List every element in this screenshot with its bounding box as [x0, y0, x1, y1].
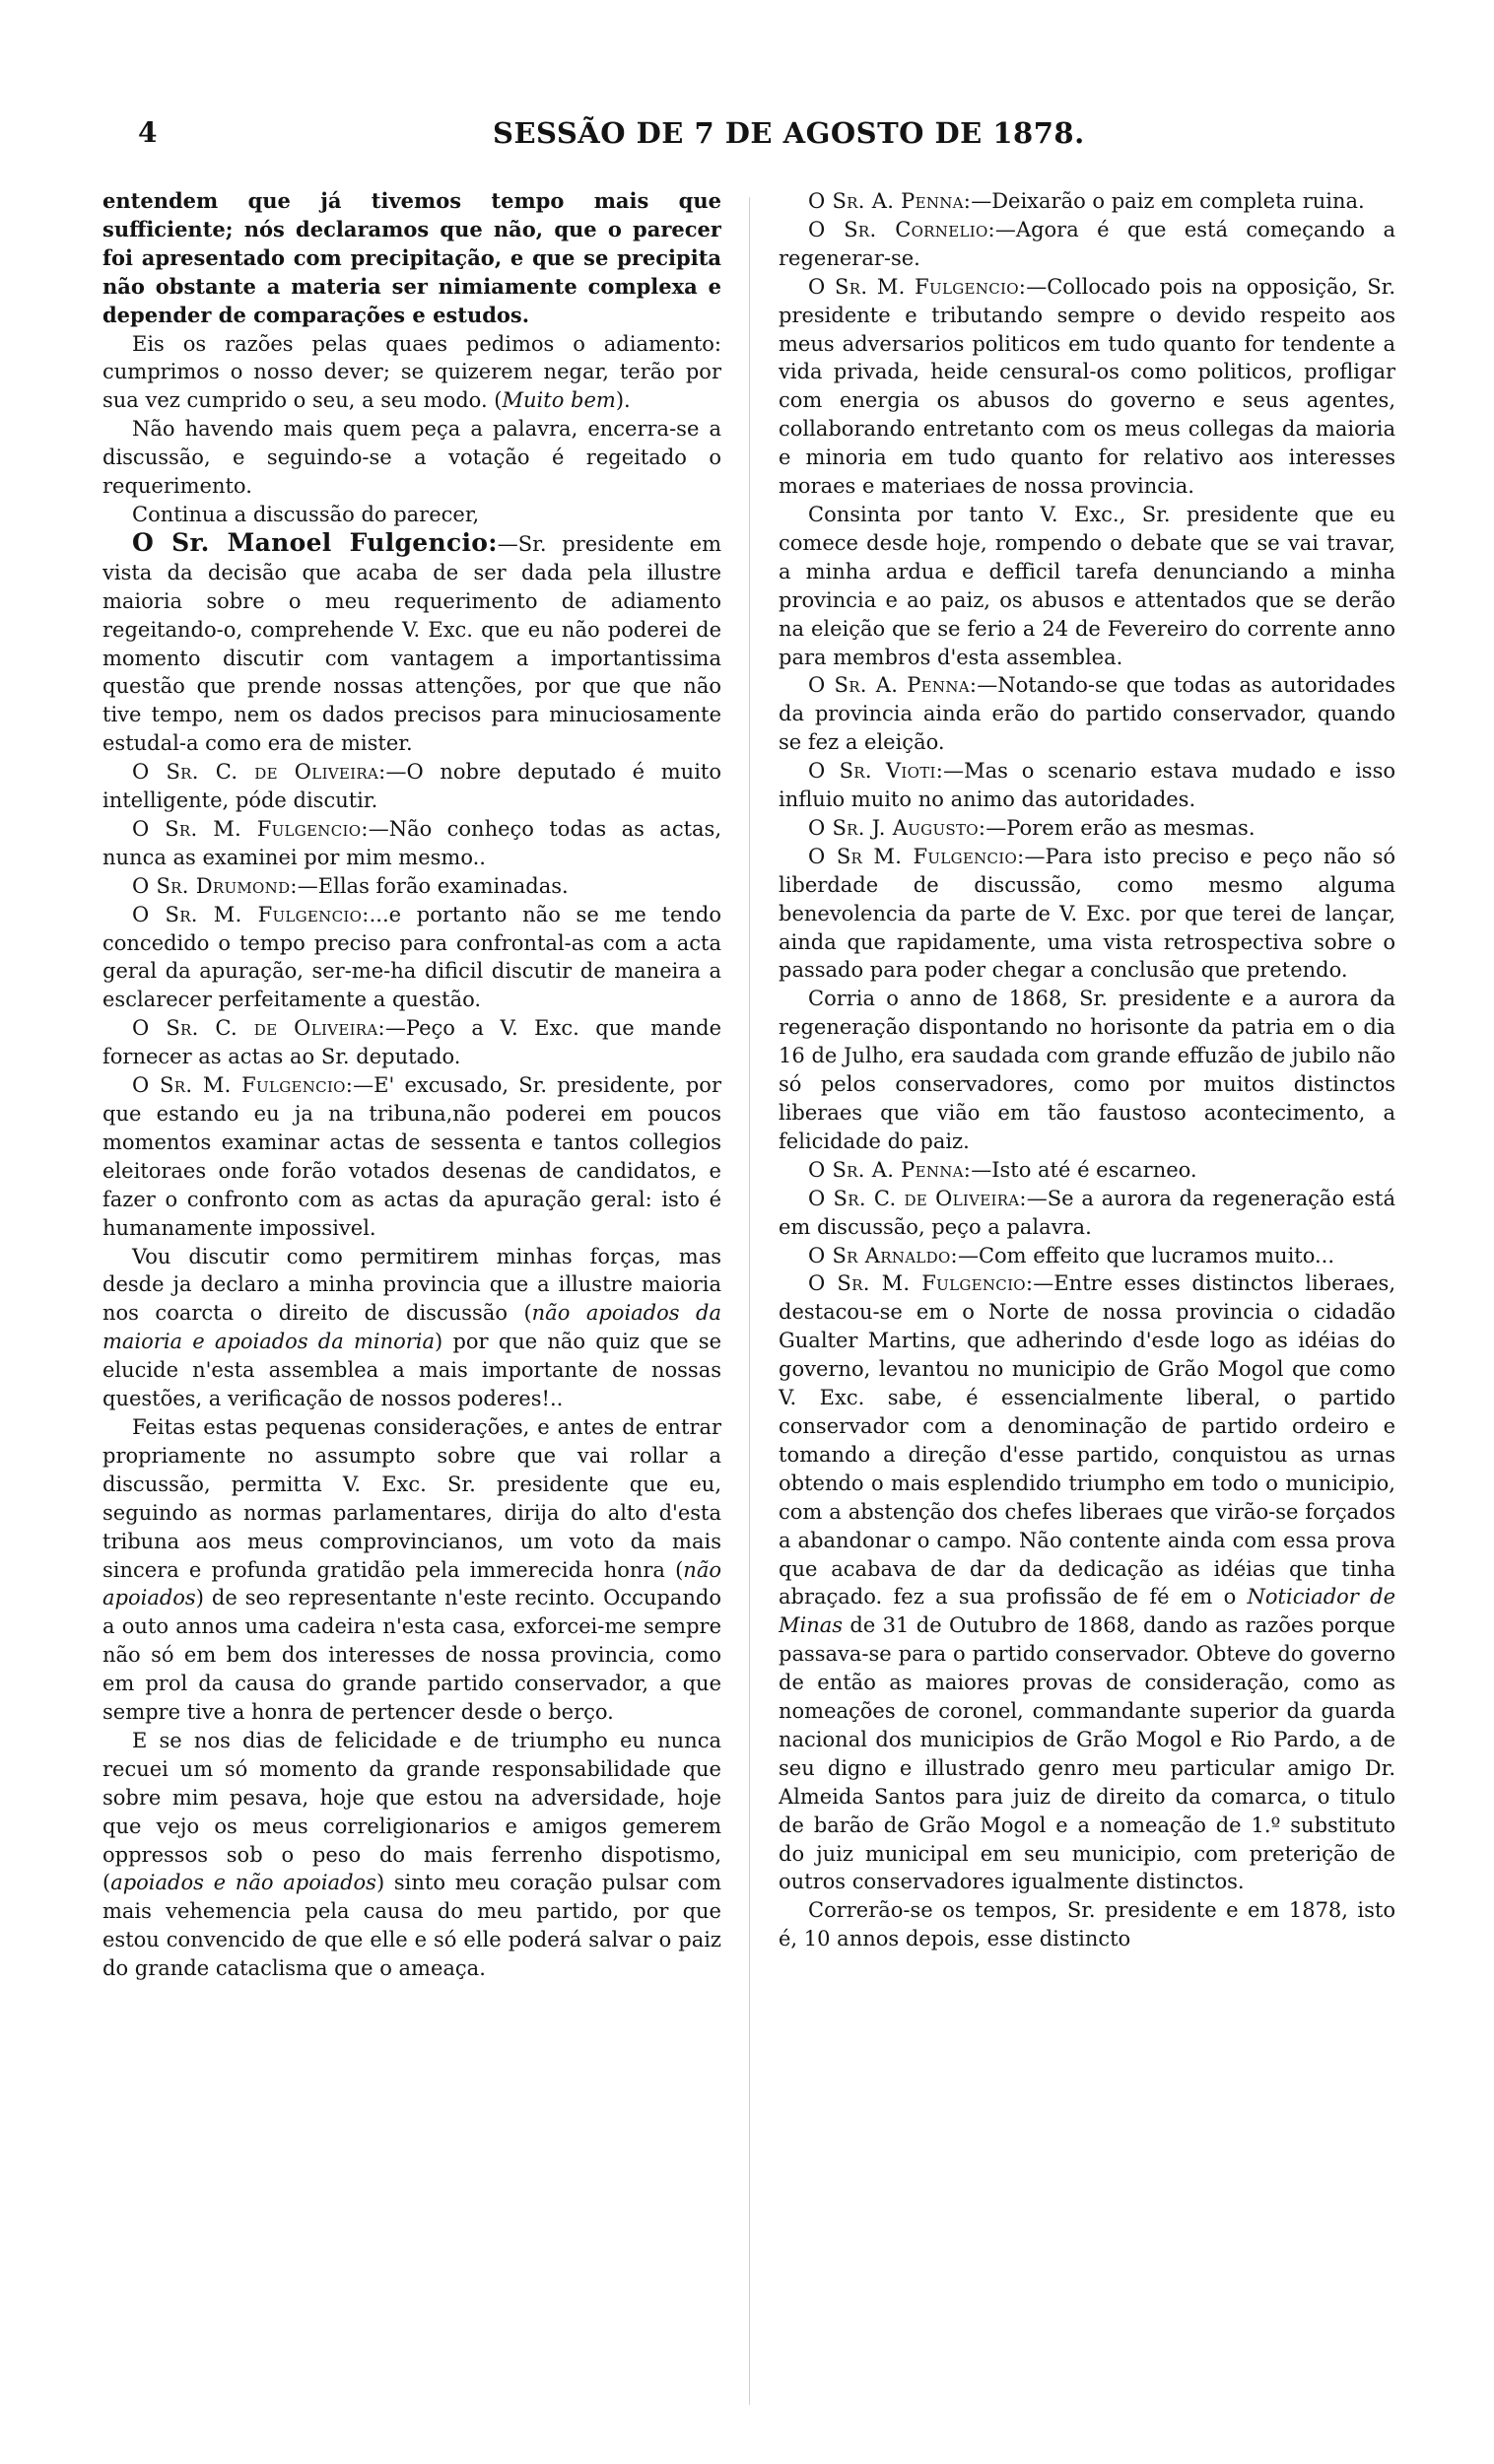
speaker-name: O Sr. C. de Oliveira: [132, 1016, 385, 1041]
column-rule [749, 197, 750, 2405]
speaker-name: O Sr. M. Fulgencio: [808, 1271, 1034, 1296]
speech: O Sr. M. Fulgencio:...e portanto não se me tendo concedido o tempo preciso para confrontal-as com a acta geral da apuração, ser-me-ha dificil discutir de maneira a esclarecer perfeitamente a questão. [102, 902, 721, 1012]
speaker-name: O Sr M. Fulgencio: [808, 844, 1025, 868]
speaker-name: O Sr. C. de Oliveira: [132, 760, 386, 785]
speaker-name: O Sr. Manoel Fulgencio: [132, 527, 498, 557]
speech: O Sr. C. de Oliveira:—Peço a V. Exc. que mande fornecer as actas ao Sr. deputado. [102, 1016, 721, 1069]
speech: O Sr. Manoel Fulgencio:—Sr. presidente em vista da decisão que acaba de ser dada pela illustre maioria sobre o meu requerimento de adiamento regeitando-o, comprehende V. Exc. que eu não poderei de momento discutir com vantagem a importantissima questão que prende nossas attenções, por que que não tive tempo, nem os dados precisos para minuciosamente estudal-a como era de mister. [102, 527, 721, 756]
speaker-name: O Sr Arnaldo: [808, 1243, 958, 1267]
speaker-name: O Sr. A. Penna: [808, 1157, 972, 1182]
page-header [138, 116, 1380, 162]
right-column [779, 187, 1395, 2415]
speaker-name: O Sr. Vioti: [808, 759, 944, 784]
newspaper-title: Noticiador de Minas [779, 1585, 1395, 1638]
speech: O Sr. C. de Oliveira:—Se a aurora da regeneração está em discussão, peço a palavra. [779, 1186, 1395, 1239]
paragraph: Corria o anno de 1868, Sr. presidente e a aurora da regeneração dispontando no horisonte da patria em o dia 16 de Julho, era saudada com grande effuzão de jubilo não só pelos conservadores, como por muitos distinctos liberaes que vião em tão faustoso acontecimento, a felicidade do paiz. [779, 987, 1395, 1153]
paragraph: Continua a discussão do parecer, [132, 502, 480, 526]
speech: O Sr. M. Fulgencio:—Entre esses distinctos liberaes, destacou-se em o Norte de nossa provincia o cidadão Gualter Martins, que adherindo d'esde logo as idéias do governo, levantou no municipio de Grão Mogol que como V. Exc. sabe, é essencialmente liberal, o partido conservador com a denominação de partido ordeiro e tomando a direção d'esse partido, conquistou as urnas obtendo o mais esplendido triumpho em todo o municipio, com a abstenção dos chefes liberaes que virão-se forçados a abandonar o campo. Não contente ainda com essa prova que acabava de dar da dedicação as idéias que tinha abraçado. fez a sua profissão de fé em o Noticiador de Minas de 31 de Outubro de 1868, dando as razões porque passava-se para o partido conservador. Obteve do governo de então as maiores provas de consideração, como as nomeações de coronel, commandante superior da guarda nacional dos municipios de Grão Mogol e Rio Pardo, a de seu digno e illustrado genro meu particular amigo Dr. Almeida Santos para juiz de direito da comarca, o titulo de barão de Grão Mogol e a nomeação de 1.º substituto do juiz municipal em seu municipio, com preterição de outros conservadores igualmente distinctos. [779, 1271, 1395, 1894]
speech: O Sr. M. Fulgencio:—Não conheço todas as actas, nunca as examinei por mim mesmo.. [102, 816, 721, 869]
speaker-name: O Sr. M. Fulgencio: [132, 1073, 354, 1098]
paragraph: Correrão-se os tempos, Sr. presidente e em 1878, isto é, 10 annos depois, esse distincto [779, 1898, 1395, 1951]
speech: O Sr. Cornelio:—Agora é que está começando a regenerar-se. [779, 217, 1395, 270]
speech: O Sr M. Fulgencio:—Para isto preciso e peço não só liberdade de discussão, como mesmo alguma benevolencia da parte de V. Exc. por que terei de lançar, ainda que rapidamente, uma vista retrospectiva sobre o passado para poder chegar a conclusão que pretendo. [779, 844, 1395, 983]
speaker-name: O Sr. C. de Oliveira: [808, 1186, 1027, 1210]
speech: O Sr Arnaldo:—Com effeito que lucramos muito... [808, 1243, 1335, 1267]
left-column [102, 187, 721, 2415]
speaker-name: O Sr. Drumond: [132, 873, 298, 898]
speech: O Sr. Vioti:—Mas o scenario estava mudado e isso influio muito no animo das autoridades. [779, 759, 1395, 812]
page-number: 4 [138, 116, 158, 149]
paragraph: Não havendo mais quem peça a palavra, encerra-se a discussão, e seguindo-se a votação é regeitado o requerimento. [102, 417, 721, 499]
aside-note: não apoiados da maioria e apoiados da minoria [102, 1301, 721, 1354]
paragraph: Feitas estas pequenas considerações, e antes de entrar propriamente no assumpto sobre que vai rollar a discussão, permitta V. Exc. Sr. presidente que eu, seguindo as normas parlamentares, dirija do alto d'esta tribuna aos meus comprovincianos, um voto da mais sincera e profunda gratidão pela immerecida honra (não apoiados) de seo representante n'este recinto. Occupando a outo annos uma cadeira n'esta casa, exforcei-me sempre não só em bem dos interesses de nossa provincia, como em prol da causa do grande partido conservador, a que sempre tive a honra de pertencer desde o berço. [102, 1414, 721, 1725]
paragraph: entendem que já tivemos tempo mais que sufficiente; nós declaramos que não, que o parecer foi apresentado com precipitação, e que se precipita não obstante a materia ser nimiamente complexa e depender de comparações e estudos. [102, 188, 721, 327]
speaker-name: O Sr. J. Augusto: [808, 815, 986, 840]
speaker-name: O Sr. Cornelio: [808, 217, 995, 241]
speaker-name: O Sr. M. Fulgencio: [132, 816, 369, 841]
speech: O Sr. C. de Oliveira:—O nobre deputado é muito intelligente, póde discutir. [102, 760, 721, 813]
speech: O Sr. M. Fulgencio:—Collocado pois na opposição, Sr. presidente e tributando sempre o devido respeito aos meus adversarios politicos em tudo quanto for tendente a vida privada, heide censural-os como politicos, profligar com energia os abusos do governo e seus agentes, collaborando entretanto com os meus collegas da maioria e minoria em tudo quanto for relativo aos interesses moraes e materiaes de nossa provincia. [779, 274, 1395, 499]
speech: O Sr. A. Penna:—Isto até é escarneo. [808, 1157, 1197, 1182]
aside-note: não apoiados [102, 1557, 721, 1610]
speaker-name: O Sr. A. Penna: [808, 673, 978, 698]
speech: O Sr. Drumond:—Ellas forão examinadas. [132, 873, 569, 898]
paragraph: Vou discutir como permitirem minhas forças, mas desde ja declaro a minha provincia que a illustre maioria nos coarcta o direito de discussão (não apoiados da maioria e apoiados da minoria) por que não quiz que se elucide n'esta assemblea a mais importante de nossas questões, a verificação de nossos poderes!.. [102, 1244, 721, 1411]
paragraph: Consinta por tanto V. Exc., Sr. presidente que eu comece desde hoje, rompendo o debate que se vai travar, a minha ardua e defficil tarefa denunciando a minha provincia e ao paiz, os abusos e attentados que se derão na eleição que se ferio a 24 de Fevereiro do corrente anno para membros d'esta assemblea. [779, 502, 1395, 669]
speech: O Sr. A. Penna:—Notando-se que todas as autoridades da provincia ainda erão do partido conservador, quando se fez a eleição. [779, 673, 1395, 755]
paragraph: Eis os razões pelas quaes pedimos o adiamento: cumprimos o nosso dever; se quizerem negar, terão por sua vez cumprido o seu, a seu modo. (Muito bem). [102, 331, 721, 413]
speech: O Sr. J. Augusto:—Porem erão as mesmas. [808, 815, 1256, 840]
speaker-name: O Sr. M. Fulgencio: [132, 902, 370, 926]
paragraph: E se nos dias de felicidade e de triumpho eu nunca recuei um só momento da grande responsabilidade que sobre mim pesava, hoje que estou na adversidade, hoje que vejo os meus correligionarios e amigos gemerem oppressos sob o peso do mais ferrenho dispotismo, (apoiados e não apoiados) sinto meu coração pulsar com mais vehemencia pela causa do meu partido, por que estou convencido de que elle e só elle poderá salvar o paiz do grande cataclisma que o ameaça. [102, 1728, 721, 1981]
applause-note: Muito bem [502, 388, 616, 413]
aside-note: apoiados e não apoiados [110, 1871, 376, 1895]
speech: O Sr. M. Fulgencio:—E' excusado, Sr. presidente, por que estando eu ja na tribuna,não poderei em poucos momentos examinar actas de sessenta e tantos collegios eleitoraes onde forão votados desenas de candidatos, e fazer o confronto com as actas da apuração geral: isto é humanamente impossivel. [102, 1073, 721, 1240]
running-head: SESSÃO DE 7 DE AGOSTO DE 1878. [493, 116, 1085, 150]
speaker-name: O Sr. A. Penna: [808, 189, 972, 213]
speech: O Sr. A. Penna:—Deixarão o paiz em completa ruina. [808, 189, 1365, 213]
speaker-name: O Sr. M. Fulgencio: [808, 274, 1027, 299]
